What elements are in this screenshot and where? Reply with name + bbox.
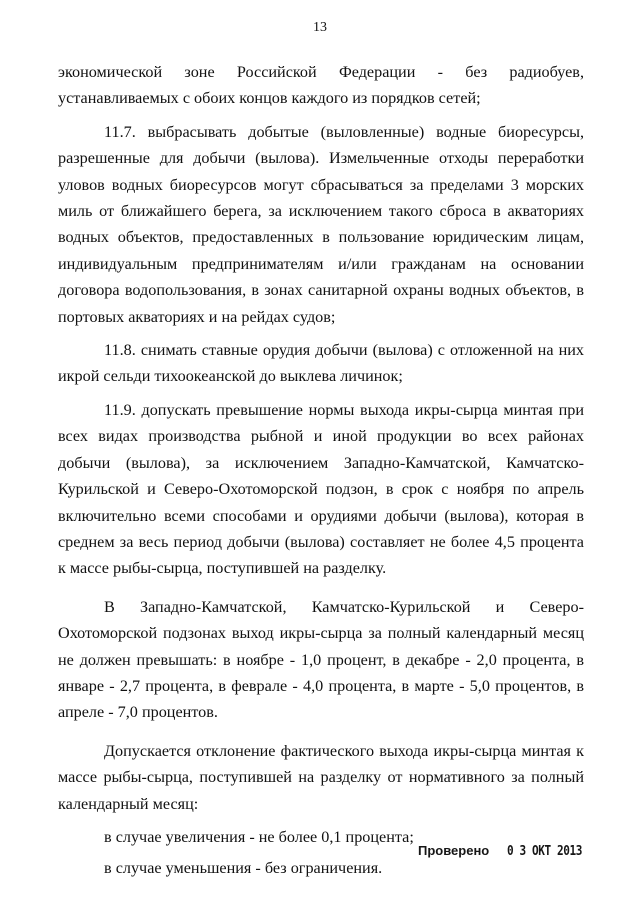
paragraph-subzones: В Западно-Камчатской, Камчатско-Курильской и Северо-Охотоморской подзонах выход икры-сырца за полный календарный месяц не должен превышать: в ноябре - 1,0 процент, в декабре - 2,0 процента, в январе - 2,7 процента, в феврале - 4,0 процента, в марте - 5,0 процентов, в апреле - 7,0 процентов. [58,597,584,722]
paragraph-deviation: Допускается отклонение фактического выхода икры-сырца минтая к массе рыбы-сырца, поступившей на разделку от нормативного за полный календарный месяц: [58,741,584,813]
stamp-date: 0 3 ОКТ 2013 [506,843,582,859]
paragraph-11-8: 11.8. снимать ставные орудия добычи (вылова) с отложенной на них икрой сельди тихоокеанской до выклева личинок; [58,341,584,386]
document-body [58,59,584,887]
paragraph-11-9: 11.9. допускать превышение нормы выхода икры-сырца минтая при всех видах производства рыбной и иной продукции во всех районах добычи (вылова), за исключением Западно-Камчатской, Камчатско-Курильской и Северо-Охотоморской подзон, в срок с ноября по апрель включительно всеми способами и орудиями добычи (вылова), которая в среднем за весь период добычи (вылова) составляет не более 4,5 процента к массе рыбы-сырца, поступившей на разделку. [58,400,584,578]
paragraph-increase-case: в случае увеличения - не более 0,1 процента; [104,827,414,846]
stamp-label: Проверено [418,843,490,858]
paragraph-decrease-case: в случае уменьшения - без ограничения. [104,859,383,878]
paragraph-11-7: 11.7. выбрасывать добытые (выловленные) водные биоресурсы, разрешенные для добычи (вылова). Измельченные отходы переработки уловов водных биоресурсов могут сбрасываться за пределами 3 морских миль от ближайшего берега, за исключением такого сброса в акваториях водных объектов, предоставленных в пользование юридическим лицам, индивидуальным предпринимателям и/или гражданам на основании договора водопользования, в зонах санитарной охраны водных объектов, в портовых акваториях и на рейдах судов; [58,122,584,326]
verification-stamp [418,843,598,859]
paragraph-continuation: экономической зоне Российской Федерации - без радиобуев, устанавливаемых с обоих концов каждого из порядков сетей; [58,63,584,108]
page-number: 13 [313,20,327,35]
